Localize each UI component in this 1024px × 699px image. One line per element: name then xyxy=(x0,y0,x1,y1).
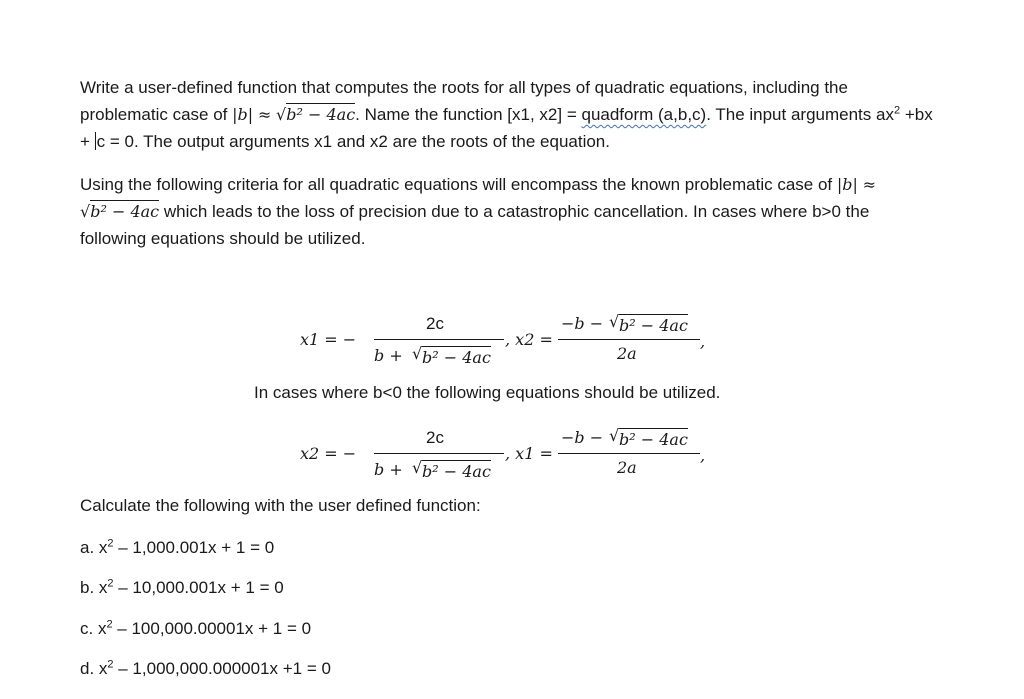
superscript-2: 2 xyxy=(107,658,114,671)
abs-b-expr: |b| xyxy=(836,175,858,194)
fraction-denominator-radicand: b² − 4ac xyxy=(422,462,491,481)
fraction-numerator: 2c xyxy=(426,314,444,333)
fraction-denominator: 2a xyxy=(617,458,637,477)
intro-text-4: +bx + xyxy=(80,105,933,151)
radical-symbol: √ xyxy=(609,312,620,331)
problem-a-post: – 1,000.001x + 1 = 0 xyxy=(113,538,275,557)
text-cursor xyxy=(95,132,96,150)
fraction-numerator-radicand: b² − 4ac xyxy=(619,316,688,335)
fraction-bar xyxy=(558,453,700,454)
eq-mid: , x2 = xyxy=(505,330,553,349)
problem-b-pre: b. x xyxy=(80,578,108,597)
problem-b-post: – 10,000.001x + 1 = 0 xyxy=(113,578,284,597)
intro-text-1: Write a user-defined function that computes the roots for all types of quadratic equations, including the problematic case of xyxy=(80,78,848,124)
fraction-denominator-b: b + xyxy=(374,346,403,365)
fraction-numerator: 2c xyxy=(426,428,444,447)
fraction-denominator-radicand: b² − 4ac xyxy=(422,348,491,367)
fraction-numerator-pre: −b − xyxy=(561,314,604,333)
fraction-denominator-b: b + xyxy=(374,460,403,479)
function-name: quadform (a,b,c) xyxy=(581,105,707,124)
equation-negative-b xyxy=(0,420,1024,490)
fraction-bar xyxy=(374,339,504,340)
superscript-2: 2 xyxy=(107,577,114,590)
radical-symbol: √ xyxy=(412,458,423,477)
criteria-paragraph xyxy=(80,171,940,252)
problem-d xyxy=(80,657,331,681)
superscript-2: 2 xyxy=(106,618,113,631)
sqrt-expression: √b² − 4ac xyxy=(276,105,356,124)
problem-a-pre: a. x xyxy=(80,538,108,557)
problem-c xyxy=(80,617,311,641)
intro-text-2: . Name the function [x1, x2] = xyxy=(355,105,582,124)
calculate-prompt: Calculate the following with the user defined function: xyxy=(80,496,481,515)
fraction-numerator-pre: −b − xyxy=(561,428,604,447)
criteria-text-2: which leads to the loss of precision due to a catastrophic cancellation. In cases where b>0 the following equations should be utilized. xyxy=(80,202,870,248)
equation-positive-b xyxy=(0,306,1024,376)
problem-d-pre: d. x xyxy=(80,659,108,678)
problem-a xyxy=(80,536,274,560)
intro-paragraph xyxy=(80,74,940,155)
fraction-denominator: 2a xyxy=(617,344,637,363)
sqrt-radicand: b² − 4ac xyxy=(286,105,356,124)
problem-c-post: – 100,000.00001x + 1 = 0 xyxy=(112,619,312,638)
fraction-bar xyxy=(558,339,700,340)
approx-symbol: ≈ xyxy=(257,105,272,124)
eq-mid: , x1 = xyxy=(505,444,553,463)
negative-case-text: In cases where b<0 the following equations should be utilized. xyxy=(254,383,721,402)
fraction-numerator-radicand: b² − 4ac xyxy=(619,430,688,449)
radical-symbol: √ xyxy=(609,426,620,445)
intro-text-3: . The input arguments ax xyxy=(706,105,894,124)
approx-symbol: ≈ xyxy=(862,175,877,194)
radical-symbol: √ xyxy=(412,344,423,363)
problem-c-pre: c. x xyxy=(80,619,107,638)
sqrt-expression: √b² − 4ac xyxy=(80,202,160,221)
superscript-2: 2 xyxy=(893,104,901,117)
sqrt-radicand: b² − 4ac xyxy=(90,202,160,221)
eq-lhs: x2 = − xyxy=(300,444,357,463)
fraction-bar xyxy=(374,453,504,454)
eq-tail: , xyxy=(700,332,706,351)
problem-b xyxy=(80,576,284,600)
intro-text-5: c = 0. The output arguments x1 and x2 are the roots of the equation. xyxy=(96,132,610,151)
abs-b-expr: |b| xyxy=(232,105,254,124)
superscript-2: 2 xyxy=(107,537,114,550)
criteria-text-1: Using the following criteria for all quadratic equations will encompass the known problematic case of xyxy=(80,175,837,194)
problem-d-post: – 1,000,000.000001x +1 = 0 xyxy=(113,659,331,678)
eq-tail: , xyxy=(700,446,706,465)
eq-lhs: x1 = − xyxy=(300,330,357,349)
